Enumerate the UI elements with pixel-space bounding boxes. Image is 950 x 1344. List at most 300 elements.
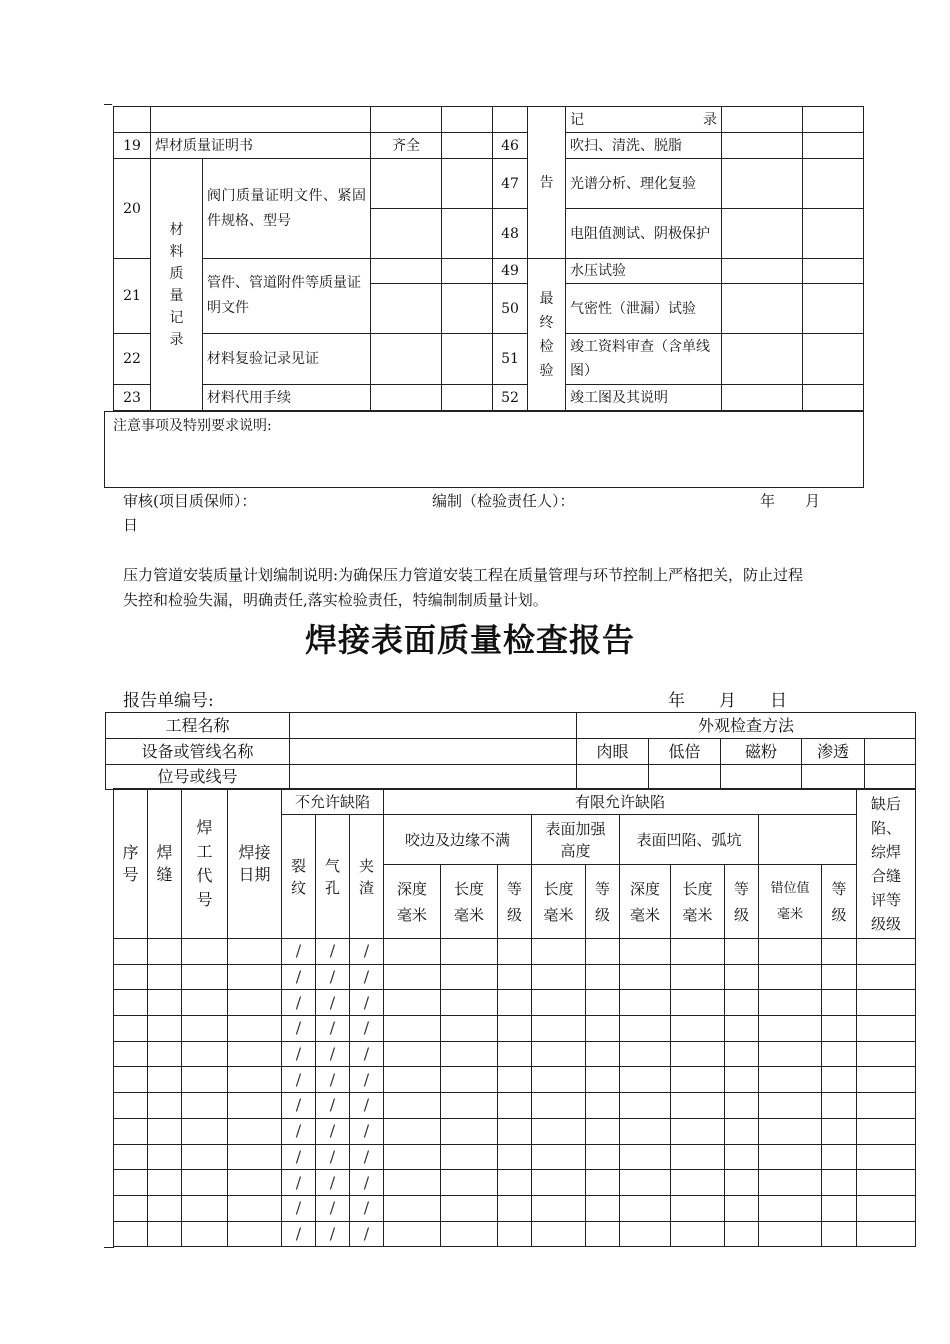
row-num2: 48 [493, 209, 528, 259]
cell [671, 1170, 725, 1196]
cell [228, 1144, 282, 1170]
cell [148, 1016, 182, 1042]
cell [586, 1195, 620, 1221]
cell [114, 1221, 148, 1247]
project-name-label: 工程名称 [106, 713, 290, 739]
header-length: 长度毫米 [441, 865, 498, 939]
row-num: 20 [114, 159, 151, 259]
notes-box [104, 411, 864, 488]
cell [371, 385, 442, 411]
cell [441, 1041, 498, 1067]
cell [822, 1118, 857, 1144]
cell [759, 1041, 822, 1067]
cell [148, 1093, 182, 1119]
cell [114, 1170, 148, 1196]
cell [671, 1118, 725, 1144]
cell [721, 765, 802, 790]
cell [722, 284, 803, 334]
cell [671, 1144, 725, 1170]
cell [114, 107, 151, 133]
cell [498, 939, 532, 965]
report-date-label: 年 月 日 [668, 691, 787, 711]
cell [182, 939, 228, 965]
cell [114, 1144, 148, 1170]
cell [759, 1067, 822, 1093]
slash-cell: / [316, 1195, 350, 1221]
slash-cell: / [282, 1118, 316, 1144]
position-value [290, 765, 577, 790]
cell [441, 990, 498, 1016]
cell [442, 133, 493, 159]
defect-body [114, 939, 916, 1247]
cell [759, 990, 822, 1016]
cell [441, 1221, 498, 1247]
cell [586, 964, 620, 990]
cell [671, 1093, 725, 1119]
cell [722, 209, 803, 259]
cell [151, 107, 371, 133]
cell [802, 765, 865, 790]
cell [371, 284, 442, 334]
cell [722, 385, 803, 411]
cell [532, 990, 586, 1016]
cell [384, 1016, 441, 1042]
cell [532, 1170, 586, 1196]
header-crack: 裂纹 [282, 815, 316, 939]
cell [148, 964, 182, 990]
cell [803, 209, 864, 259]
row-right-item: 电阻值测试、阴极保护 [566, 209, 722, 259]
header-length: 长度毫米 [532, 865, 586, 939]
cell [586, 1041, 620, 1067]
cell [148, 1067, 182, 1093]
cell [148, 1144, 182, 1170]
row-right-item: 光谱分析、理化复验 [566, 159, 722, 209]
cell [228, 1093, 282, 1119]
cell [441, 1016, 498, 1042]
cell [803, 259, 864, 284]
cell [671, 1221, 725, 1247]
cell [182, 1016, 228, 1042]
cell [725, 1067, 759, 1093]
cell [620, 1221, 671, 1247]
slash-cell: / [316, 1016, 350, 1042]
cell [384, 990, 441, 1016]
cell [228, 1195, 282, 1221]
cell [586, 1016, 620, 1042]
cell [442, 107, 493, 133]
cell [182, 990, 228, 1016]
compile-label: 编制（检验责任人）： [432, 492, 575, 510]
header-welder: 焊工代号 [182, 789, 228, 939]
cell [532, 1118, 586, 1144]
cell [228, 1118, 282, 1144]
method-penetrant: 渗透 [802, 739, 865, 765]
cell [725, 990, 759, 1016]
row-num2: 49 [493, 259, 528, 284]
header-grade: 等级 [822, 865, 857, 939]
table-row [114, 1144, 916, 1170]
cell [148, 1221, 182, 1247]
cell [725, 1144, 759, 1170]
cell [725, 1093, 759, 1119]
cell [532, 1067, 586, 1093]
cell [442, 334, 493, 385]
cell [441, 1144, 498, 1170]
cell [384, 1195, 441, 1221]
cell [182, 1170, 228, 1196]
cell [803, 284, 864, 334]
cell [586, 1067, 620, 1093]
cell [586, 1118, 620, 1144]
cell [671, 964, 725, 990]
row-num2: 46 [493, 133, 528, 159]
slash-cell: / [350, 1041, 384, 1067]
cell [114, 1093, 148, 1119]
cell [441, 1195, 498, 1221]
slash-cell: / [282, 990, 316, 1016]
header-limited: 有限允许缺陷 [384, 789, 857, 815]
header-reinforce: 表面加强高度 [532, 815, 620, 865]
cell [182, 1195, 228, 1221]
slash-cell: / [282, 1041, 316, 1067]
header-slag: 夹渣 [350, 815, 384, 939]
row-num: 22 [114, 334, 151, 385]
row-right-item: 竣工资料审查（含单线图） [566, 334, 722, 385]
cell [442, 259, 493, 284]
row-num2: 52 [493, 385, 528, 411]
method-naked-eye: 肉眼 [577, 739, 649, 765]
cell [759, 1093, 822, 1119]
cell [671, 939, 725, 965]
table-row [114, 990, 916, 1016]
top-left-tick [104, 104, 112, 105]
cell [532, 1195, 586, 1221]
cell [148, 1041, 182, 1067]
slash-cell: / [316, 1221, 350, 1247]
cell [182, 1118, 228, 1144]
slash-cell: / [350, 1067, 384, 1093]
slash-cell: / [316, 964, 350, 990]
cell [114, 964, 148, 990]
cell [822, 1195, 857, 1221]
slash-cell: / [316, 1041, 350, 1067]
table-row [114, 1067, 916, 1093]
cell [822, 1170, 857, 1196]
cell [228, 990, 282, 1016]
cell [722, 133, 803, 159]
cell [498, 1170, 532, 1196]
cell [114, 939, 148, 965]
cell [441, 1170, 498, 1196]
row-num2: 51 [493, 334, 528, 385]
cell [498, 1221, 532, 1247]
cell [498, 1093, 532, 1119]
cell [498, 1144, 532, 1170]
cell [532, 1093, 586, 1119]
cell [442, 284, 493, 334]
cell [114, 1067, 148, 1093]
table-row [114, 1093, 916, 1119]
cell [759, 1144, 822, 1170]
cell [857, 1041, 916, 1067]
cell [228, 1041, 282, 1067]
cell [857, 1221, 916, 1247]
cell [114, 990, 148, 1016]
cell [803, 159, 864, 209]
cell [803, 133, 864, 159]
cell [586, 1144, 620, 1170]
cell [759, 964, 822, 990]
cell [671, 1195, 725, 1221]
slash-cell: / [316, 939, 350, 965]
cell [620, 939, 671, 965]
cell [725, 1118, 759, 1144]
device-name-value [290, 739, 577, 765]
cell [228, 1016, 282, 1042]
cell [384, 1144, 441, 1170]
cell [532, 939, 586, 965]
cell [532, 1016, 586, 1042]
cell [722, 159, 803, 209]
cell [857, 1170, 916, 1196]
cell [671, 1016, 725, 1042]
cell [759, 1221, 822, 1247]
row-right-item: 水压试验 [566, 259, 722, 284]
slash-cell: / [316, 1093, 350, 1119]
cell [725, 964, 759, 990]
cell [725, 1221, 759, 1247]
cell [857, 1093, 916, 1119]
cell [620, 1170, 671, 1196]
header-pore: 气孔 [316, 815, 350, 939]
quality-plan-table [113, 106, 864, 411]
explain-text: 压力管道安装质量计划编制说明:为确保压力管道安装工程在质量管理与环节控制上严格把关，防止过程失控和检验失漏，明确责任,落实检验责任，特编制制质量计划。 [123, 566, 804, 609]
cell [371, 334, 442, 385]
header-length: 长度毫米 [671, 865, 725, 939]
slash-cell: / [350, 990, 384, 1016]
table-row [114, 1041, 916, 1067]
cell [441, 964, 498, 990]
cell [441, 1118, 498, 1144]
row-item: 阀门质量证明文件、紧固件规格、型号 [203, 159, 371, 259]
slash-cell: / [350, 939, 384, 965]
cell [586, 1093, 620, 1119]
cell [722, 107, 803, 133]
slash-cell: / [282, 1144, 316, 1170]
cell [182, 1221, 228, 1247]
cell [620, 1195, 671, 1221]
cell [498, 1118, 532, 1144]
cell [148, 990, 182, 1016]
cell [148, 1195, 182, 1221]
cell [857, 990, 916, 1016]
row-num2: 47 [493, 159, 528, 209]
cell [532, 1041, 586, 1067]
cell [803, 107, 864, 133]
cell [759, 815, 857, 865]
cell [228, 964, 282, 990]
cell [725, 1195, 759, 1221]
position-label: 位号或线号 [106, 765, 290, 790]
table-row [114, 1221, 916, 1247]
cell [822, 1144, 857, 1170]
slash-cell: / [350, 1221, 384, 1247]
header-misalign: 错位值毫米 [759, 865, 822, 939]
cell [865, 765, 916, 790]
cell [182, 1144, 228, 1170]
cell [620, 1016, 671, 1042]
row-num2: 50 [493, 284, 528, 334]
slash-cell: / [350, 964, 384, 990]
row-right-item: 竣工图及其说明 [566, 385, 722, 411]
slash-cell: / [316, 1170, 350, 1196]
report-no-label: 报告单编号: [123, 691, 214, 711]
cell [371, 159, 442, 209]
day-label: 日 [123, 516, 139, 534]
header-depth: 深度毫米 [384, 865, 441, 939]
table-row [114, 1195, 916, 1221]
project-name-value [290, 713, 577, 739]
cell [865, 739, 916, 765]
cell [759, 1170, 822, 1196]
cell [857, 1144, 916, 1170]
cell [384, 1067, 441, 1093]
cell [498, 964, 532, 990]
cell [148, 1118, 182, 1144]
cell [671, 1067, 725, 1093]
header-grade: 等级 [725, 865, 759, 939]
cell [577, 765, 649, 790]
slash-cell: / [350, 1093, 384, 1119]
cell [114, 1195, 148, 1221]
slash-cell: / [282, 1093, 316, 1119]
slash-cell: / [282, 1221, 316, 1247]
row-num: 19 [114, 133, 151, 159]
table-row [114, 1170, 916, 1196]
cell [384, 939, 441, 965]
slash-cell: / [316, 990, 350, 1016]
cell [493, 107, 528, 133]
cell [441, 1067, 498, 1093]
cell [620, 1118, 671, 1144]
date-label: 年 月 [760, 492, 821, 510]
cell [725, 1016, 759, 1042]
row-right-item: 吹扫、清洗、脱脂 [566, 133, 722, 159]
method-magnetic: 磁粉 [721, 739, 802, 765]
cell [586, 990, 620, 1016]
cell [442, 209, 493, 259]
partial-record: 记录 [566, 107, 722, 133]
cell [857, 939, 916, 965]
cell [671, 1041, 725, 1067]
header-seq: 序号 [114, 789, 148, 939]
slash-cell: / [316, 1067, 350, 1093]
header-not-allowed: 不允许缺陷 [282, 789, 384, 815]
cell [857, 1118, 916, 1144]
cell [822, 1016, 857, 1042]
cell [441, 1093, 498, 1119]
header-grade: 等级 [498, 865, 532, 939]
group-report: 告 [528, 107, 566, 259]
row-item: 管件、管道附件等质量证明文件 [203, 259, 371, 334]
row-num: 23 [114, 385, 151, 411]
cell [498, 990, 532, 1016]
cell [228, 1170, 282, 1196]
cell [384, 964, 441, 990]
row-item: 材料代用手续 [203, 385, 371, 411]
cell [228, 939, 282, 965]
group-final: 最终检验 [528, 259, 566, 411]
table-row [114, 964, 916, 990]
header-depth: 深度毫米 [620, 865, 671, 939]
cell [620, 1067, 671, 1093]
cell [532, 1144, 586, 1170]
cell [857, 1067, 916, 1093]
cell [822, 1093, 857, 1119]
header-final: 缺后陷、综焊合缝评等级级 [857, 789, 916, 939]
cell [722, 259, 803, 284]
slash-cell: / [282, 1195, 316, 1221]
device-name-label: 设备或管线名称 [106, 739, 290, 765]
slash-cell: / [350, 1144, 384, 1170]
slash-cell: / [282, 1170, 316, 1196]
cell [498, 1067, 532, 1093]
cell [620, 990, 671, 1016]
header-undercut: 咬边及边缘不满 [384, 815, 532, 865]
row-right-item: 气密性（泄漏）试验 [566, 284, 722, 334]
table-row [114, 1016, 916, 1042]
cell [620, 964, 671, 990]
cell [586, 1221, 620, 1247]
cell [384, 1170, 441, 1196]
cell [822, 964, 857, 990]
cell [371, 259, 442, 284]
header-concave: 表面凹陷、弧坑 [620, 815, 759, 865]
cell [532, 1221, 586, 1247]
row-num: 21 [114, 259, 151, 334]
cell [822, 939, 857, 965]
cell [384, 1221, 441, 1247]
slash-cell: / [282, 939, 316, 965]
cell [228, 1067, 282, 1093]
cell [857, 1195, 916, 1221]
row-item: 材料复验记录见证 [203, 334, 371, 385]
slash-cell: / [350, 1118, 384, 1144]
cell [725, 1170, 759, 1196]
slash-cell: / [316, 1144, 350, 1170]
header-date: 焊接日期 [228, 789, 282, 939]
cell [114, 1041, 148, 1067]
cell [384, 1118, 441, 1144]
cell [759, 939, 822, 965]
slash-cell: / [282, 1067, 316, 1093]
method-low-mag: 低倍 [649, 739, 721, 765]
cell [532, 964, 586, 990]
cell [228, 1221, 282, 1247]
cell [822, 1041, 857, 1067]
cell [803, 385, 864, 411]
cell [371, 209, 442, 259]
cell [620, 1041, 671, 1067]
info-table [105, 712, 916, 790]
cell [586, 1170, 620, 1196]
cell [857, 1016, 916, 1042]
cell [649, 765, 721, 790]
cell [498, 1195, 532, 1221]
cell [498, 1041, 532, 1067]
cell [371, 107, 442, 133]
